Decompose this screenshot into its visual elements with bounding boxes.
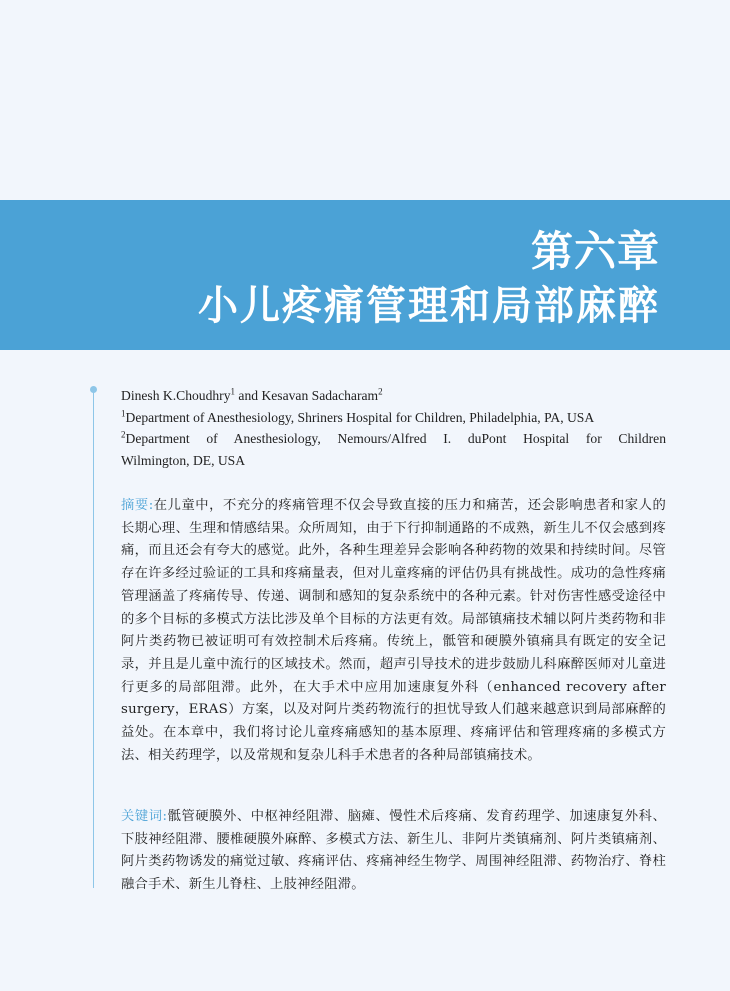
affiliation-2-cont: [121, 450, 666, 472]
keywords-text: 骶管硬膜外、中枢神经阻滞、脑瘫、慢性术后疼痛、发育药理学、加速康复外科、下肢神经阻滞、腰椎硬膜外麻醉、多模式方法、新生儿、非阿片类镇痛剂、阿片类镇痛剂、阿片类药物诱发的痛觉过敏、疼痛评估、疼痛神经生物学、周围神经阻滞、药物治疗、脊柱融合手术、新生儿脊柱、上肢神经阻滞。: [121, 809, 667, 893]
author-1-mark: 1: [230, 386, 236, 397]
affiliation-2: [121, 428, 666, 450]
keywords-label: 关键词:: [121, 809, 168, 824]
chapter-title: 小儿疼痛管理和局部麻醉: [198, 283, 660, 329]
affiliation-1-mark: 1: [121, 407, 126, 418]
chapter-number: 第六章: [530, 227, 660, 276]
affiliation-1-text: Department of Anesthesiology, Shriners Hospital for Children, Philadelphia, PA, USA: [125, 409, 595, 425]
author-2: Kesavan Sadacharam: [261, 388, 379, 403]
author-line: [121, 385, 666, 407]
author-2-mark: 2: [378, 386, 383, 397]
affiliation-2-line1: Department of Anesthesiology, Nemours/Alfred I. duPont Hospital for Children: [125, 431, 666, 446]
affiliation-2-line2: Wilmington, DE, USA: [121, 452, 246, 468]
abstract-label: 摘要:: [121, 498, 154, 513]
chapter-heading: [198, 225, 660, 333]
side-rule: [93, 388, 94, 888]
abstract: [121, 495, 666, 767]
author-conjunction: and: [235, 388, 262, 403]
author-1: Dinesh K.Choudhry: [121, 388, 231, 403]
keywords: [121, 806, 666, 897]
affiliation-1: [121, 407, 666, 429]
affiliation-2-mark: 2: [121, 429, 126, 440]
author-block: [121, 385, 666, 471]
abstract-text: 在儿童中，不充分的疼痛管理不仅会导致直接的压力和痛苦，还会影响患者和家人的长期心理、生理和情感结果。众所周知，由于下行抑制通路的不成熟，新生儿不仅会感到疼痛，而且还会有夸大的感觉。此外，各种生理差异会影响各种药物的效果和持续时间。尽管存在许多经过验证的工具和疼痛量表，但对儿童疼痛的评估仍具有挑战性。成功的急性疼痛管理涵盖了疼痛传导、传递、调制和感知的复杂系统中的各种元素。针对伤害性感受途径中的多个目标的多模式方法比涉及单个目标的方法更有效。局部镇痛技术辅以阿片类药物和非阿片类药物已被证明可有效控制术后疼痛。传统上，骶管和硬膜外镇痛具有既定的安全记录，并且是儿童中流行的区域技术。然而，超声引导技术的进步鼓励儿科麻醉医师对儿童进行更多的局部阻滞。此外，在大手术中应用加速康复外科（enhanced recovery after surgery，ERAS）方案，以及对阿片类药物流行的担忧导致人们越来越意识到局部麻醉的益处。在本章中，我们将讨论儿童疼痛感知的基本原理、疼痛评估和管理疼痛的多模式方法、相关药理学，以及常规和复杂儿科手术患者的各种局部镇痛技术。: [121, 498, 666, 763]
